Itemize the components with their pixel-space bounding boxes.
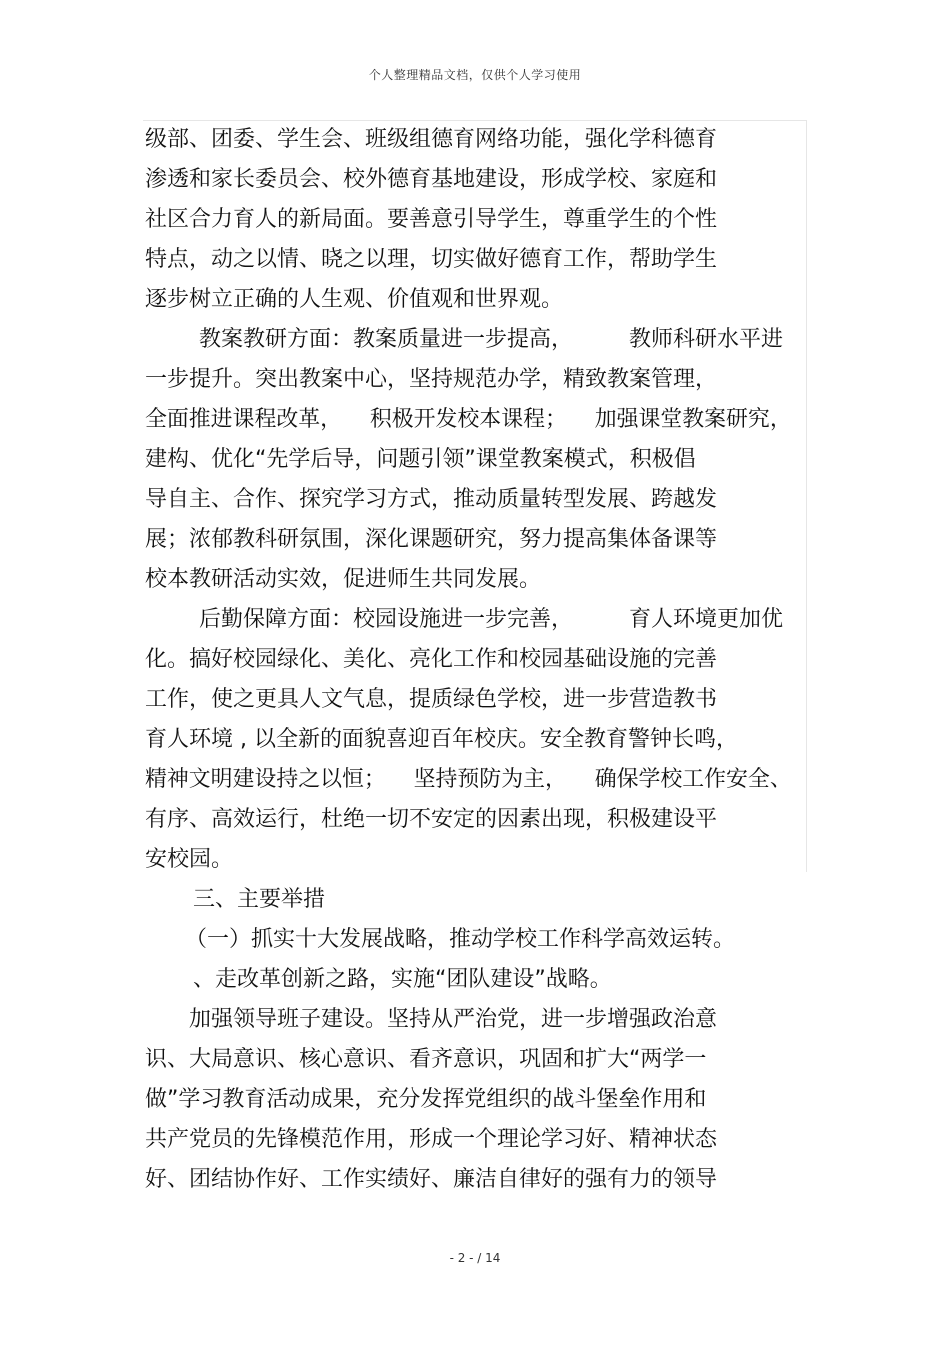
text-line: 加强领导班子建设。坚持从严治党，进一步增强政治意 [189, 1007, 718, 1032]
text-line: 精神文明建设持之以恒； 坚持预防为主， 确保学校工作安全、 [145, 767, 792, 792]
text-line: 识、大局意识、核心意识、看齐意识，巩固和扩大“两学一 [145, 1047, 707, 1072]
text-line: 好、团结协作好、工作实绩好、廉洁自律好的强有力的领导 [145, 1167, 718, 1192]
text-line: 特点，动之以情、晓之以理，切实做好德育工作，帮助学生 [145, 247, 718, 272]
page-number: - 2 - / 14 [449, 1251, 501, 1265]
text-line: 导自主、合作、探究学习方式，推动质量转型发展、跨越发 [145, 487, 718, 512]
text-line: 级部、团委、学生会、班级组德育网络功能，强化学科德育 [145, 127, 718, 152]
text-line: 有序、高效运行，杜绝一切不安定的因素出现，积极建设平 [145, 807, 718, 832]
text-line: 逐步树立正确的人生观、价值观和世界观。 [145, 287, 564, 312]
text-line: 教案教研方面：教案质量进一步提高， 教师科研水平进 [199, 327, 783, 352]
text-line: 一步提升。突出教案中心，坚持规范办学，精致教案管理， [145, 367, 718, 392]
subsection-heading: 、走改革创新之路，实施“团队建设”战略。 [193, 967, 612, 992]
text-line: 渗透和家长委员会、校外德育基地建设，形成学校、家庭和 [145, 167, 718, 192]
text-line: 育人环境 , 以全新的面貌喜迎百年校庆。安全教育警钟长鸣， [145, 727, 738, 752]
text-line: 安校园。 [145, 847, 234, 872]
subsection-heading: （一）抓实十大发展战略，推动学校工作科学高效运转。 [185, 927, 736, 952]
text-line: 全面推进课程改革， 积极开发校本课程； 加强课堂教案研究， [145, 407, 792, 432]
text-line: 社区合力育人的新局面。要善意引导学生，尊重学生的个性 [145, 207, 718, 232]
text-line: 展；浓郁教科研氛围，深化课题研究，努力提高集体备课等 [145, 527, 718, 552]
text-line: 共产党员的先锋模范作用，形成一个理论学习好、精神状态 [145, 1127, 718, 1152]
section-heading: 三、主要举措 [193, 887, 326, 912]
text-line: 做”学习教育活动成果，充分发挥党组织的战斗堡垒作用和 [145, 1087, 707, 1112]
text-line: 工作，使之更具人文气息，提质绿色学校，进一步营造教书 [145, 687, 718, 712]
text-line: 后勤保障方面：校园设施进一步完善， 育人环境更加优 [199, 607, 783, 632]
text-line: 建构、优化“先学后导，问题引领”课堂教案模式，积极倡 [145, 447, 696, 472]
text-line: 校本教研活动实效，促进师生共同发展。 [145, 567, 542, 592]
text-line: 化。搞好校园绿化、美化、亮化工作和校园基础设施的完善 [145, 647, 718, 672]
page-header: 个人整理精品文档，仅供个人学习使用 [368, 68, 582, 82]
